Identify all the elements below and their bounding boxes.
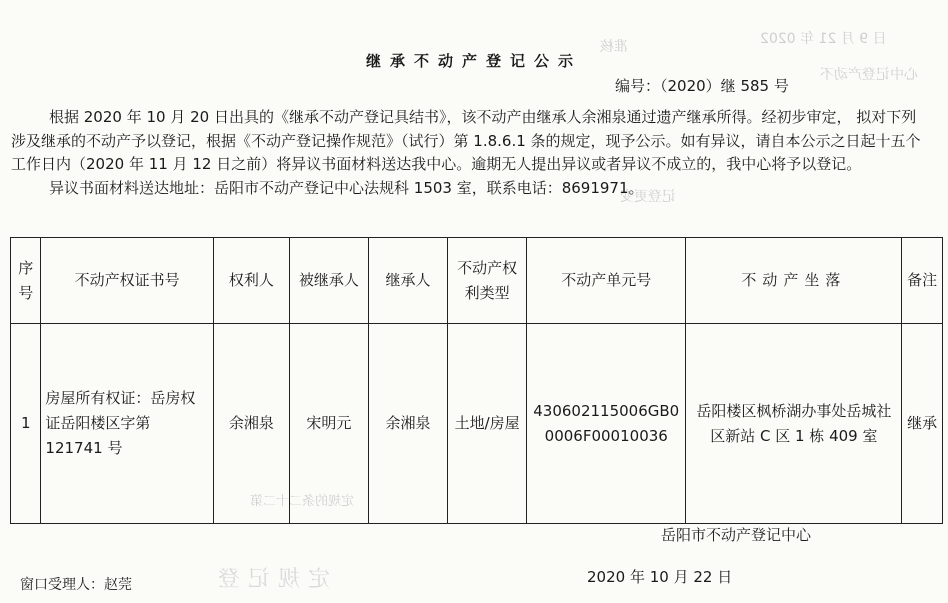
page-title: 继承不动产登记公示: [365, 52, 582, 70]
header-seq: 序号: [11, 238, 41, 324]
cell-seq: 1: [11, 324, 41, 524]
cell-cert-no: 房屋所有权证：岳房权证岳阳楼区字第 121741 号: [41, 324, 213, 524]
objection-address: 异议书面材料送达地址：岳阳市不动产登记中心法规科 1503 室，联系电话：8691971。: [49, 178, 644, 197]
cell-right-type: 土地/房屋: [448, 324, 527, 524]
document-number: 编号：（2020）继 585 号: [615, 77, 789, 95]
bleed-through-mark: 心中记登产动不: [820, 67, 918, 83]
issuing-organization: 岳阳市不动产登记中心: [661, 526, 812, 544]
cell-unit-no: 430602115006GB00006F00010036: [527, 324, 686, 524]
header-heir: 继承人: [368, 238, 447, 324]
cell-remark: 继承: [902, 324, 943, 524]
table-row: [11, 324, 943, 524]
header-unit-no: 不动产单元号: [527, 238, 686, 324]
bleed-through-mark: 日 9 月 21 年 0202: [760, 31, 887, 47]
cell-heir: 余湘泉: [368, 324, 447, 524]
table-header-row: [11, 238, 943, 324]
header-location: 不动产坐落: [686, 238, 902, 324]
bleed-through-mark: 定规的条二十二第: [250, 494, 355, 509]
bleed-through-mark: 记登更变: [620, 189, 676, 205]
cell-right-holder: 余湘泉: [213, 324, 289, 524]
records-table: [10, 237, 943, 524]
notice-body: [11, 106, 931, 200]
header-remark: 备注: [902, 238, 943, 324]
window-clerk: 窗口受理人：赵莞: [20, 577, 132, 593]
header-right-holder: 权利人: [213, 238, 289, 324]
bleed-through-mark: 定规记登: [210, 567, 331, 592]
header-right-type: 不动产权利类型: [448, 238, 527, 324]
bleed-through-mark: 准核: [600, 39, 628, 55]
cell-decedent: 宋明元: [289, 324, 368, 524]
header-cert-no: 不动产权证书号: [41, 238, 213, 324]
notice-paragraph: 根据 2020 年 10 月 20 日出具的《继承不动产登记具结书》，该不动产由继承人余湘泉通过遗产继承所得。经初步审定， 拟对下列涉及继承的不动产予以登记，根据《不动产登记操作规范》（试行）第 1.8.6.1 条的规定，现予公示。如有异议，请自本公示之日起十五个工作日内（2020 年 11 月 12 日之前）将异议书面材料送达我中心。逾期无人提出异议或者异议不成立的，我中心将予以登记。: [11, 108, 921, 173]
header-decedent: 被继承人: [289, 238, 368, 324]
cell-location: 岳阳楼区枫桥湖办事处岳城社区新站 C 区 1 栋 409 室: [686, 324, 902, 524]
issue-date: 2020 年 10 月 22 日: [587, 568, 733, 586]
